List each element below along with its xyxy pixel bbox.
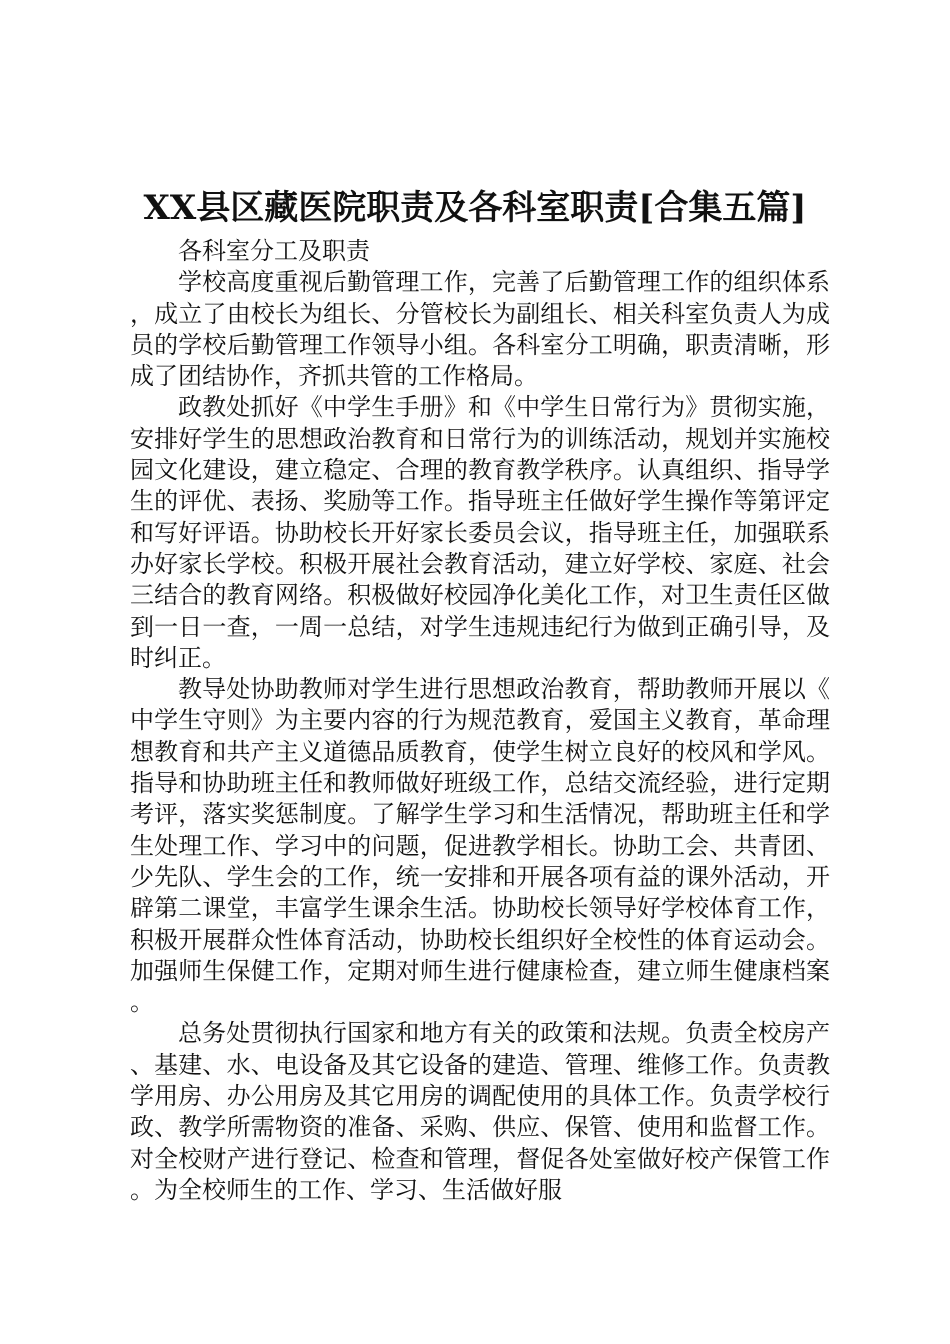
document-title: XX县区藏医院职责及各科室职责[合集五篇]: [143, 188, 807, 228]
document-body: [130, 236, 830, 1206]
paragraph-general-affairs-office: 总务处贯彻执行国家和地方有关的政策和法规。负责全校房产、基建、水、电设备及其它设备的建造、管理、维修工作。负责教学用房、办公用房及其它用房的调配使用的具体工作。负责学校行政、教学所需物资的准备、采购、供应、保管、使用和监督工作。对全校财产进行登记、检查和管理，督促各处室做好校产保管工作。为全校师生的工作、学习、生活做好服: [130, 1019, 830, 1204]
paragraph-political-education-office: 政教处抓好《中学生手册》和《中学生日常行为》贯彻实施，安排好学生的思想政治教育和日常行为的训练活动，规划并实施校园文化建设，建立稳定、合理的教育教学秩序。认真组织、指导学生的评优、表扬、奖励等工作。指导班主任做好学生操作等第评定和写好评语。协助校长开好家长委员会议，指导班主任，加强联系办好家长学校。积极开展社会教育活动，建立好学校、家庭、社会三结合的教育网络。积极做好校园净化美化工作，对卫生责任区做到一日一查，一周一总结，对学生违规违纪行为做到正确引导，及时纠正。: [130, 393, 830, 672]
paragraph-teaching-affairs-office: 教导处协助教师对学生进行思想政治教育，帮助教师开展以《中学生守则》为主要内容的行为规范教育，爱国主义教育，革命理想教育和共产主义道德品质教育，使学生树立良好的校风和学风。指导和协助班主任和教师做好班级工作，总结交流经验，进行定期考评，落实奖惩制度。了解学生学习和生活情况，帮助班主任和学生处理工作、学习中的问题，促进教学相长。协助工会、共青团、少先队、学生会的工作，统一安排和开展各项有益的课外活动，开辟第二课堂，丰富学生课余生活。协助校长领导好学校体育工作，积极开展群众性体育活动，协助校长组织好全校性的体育运动会。加强师生保健工作，定期对师生进行健康检查，建立师生健康档案。: [130, 675, 830, 1017]
paragraph-section-heading: 各科室分工及职责: [178, 237, 370, 265]
paragraph-logistics-overview: 学校高度重视后勤管理工作，完善了后勤管理工作的组织体系，成立了由校长为组长、分管校长为副组长、相关科室负责人为成员的学校后勤管理工作领导小组。各科室分工明确，职责清晰，形成了团结协作，齐抓共管的工作格局。: [130, 268, 830, 391]
